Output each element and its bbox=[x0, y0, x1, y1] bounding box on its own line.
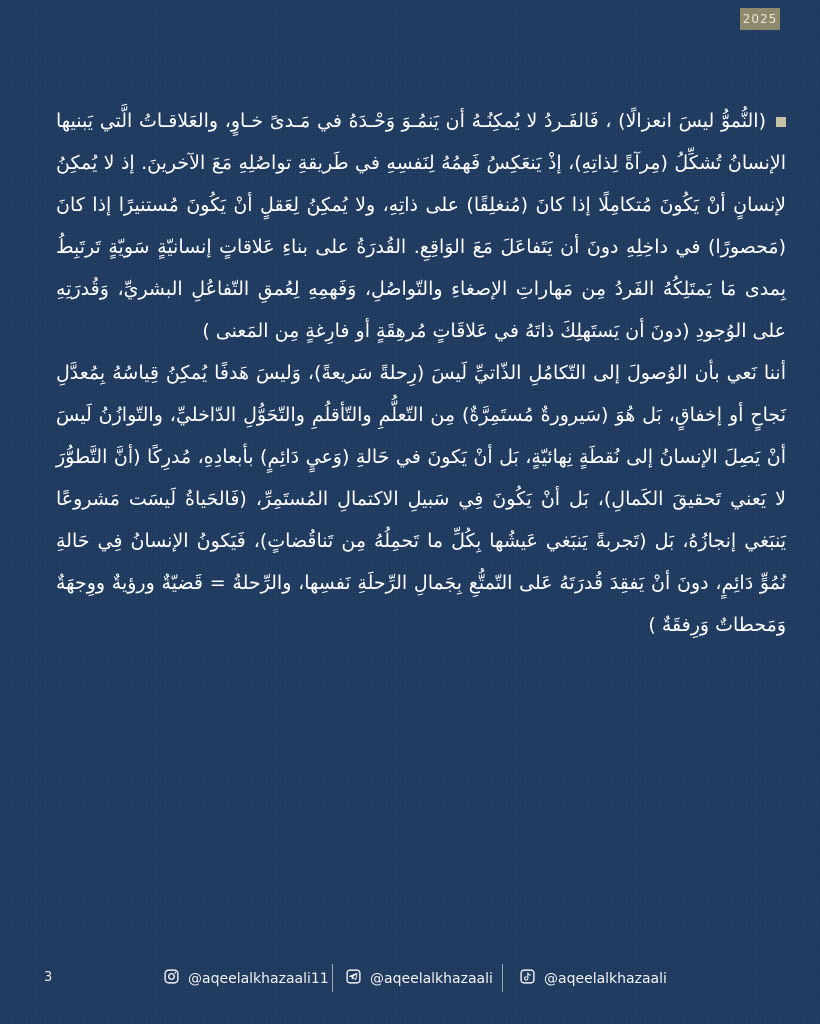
instagram-handle: @aqeelalkhazaali11 bbox=[188, 970, 329, 987]
page-number: 3 bbox=[44, 970, 53, 985]
year-badge: 2025 bbox=[740, 8, 780, 30]
instagram-link[interactable] bbox=[163, 968, 329, 989]
telegram-link[interactable] bbox=[345, 968, 493, 989]
bullet-square-icon bbox=[776, 117, 786, 127]
telegram-icon bbox=[345, 968, 362, 989]
footer bbox=[0, 962, 820, 998]
telegram-handle: @aqeelalkhazaali bbox=[370, 970, 493, 987]
tiktok-icon bbox=[519, 968, 536, 989]
footer-divider bbox=[502, 964, 503, 992]
instagram-icon bbox=[163, 968, 180, 989]
paragraph-1 bbox=[56, 100, 786, 352]
paragraph-1-text: (النُّموُّ ليسَ انعزالًا) ، فَالفَـردُ لا يُمكِنُـهُ أن يَنمُـوَ وَحْـدَهُ في مَـدىً خـاوٍ، والعَلاقـاتُ الَّتي يَبنيها الإنسانُ تُشكِّلُ (مِرآةً لِذاتِهِ)، إذْ يَنعَكِسُ فَهمُهُ لِنَفسِهِ في طَريقةِ تواصُلِهِ مَعَ الآخرينَ. إذ لا يُمكِنُ لإنسانٍ أنْ يَكُونَ مُتكامِلًا إذا كانَ (مُنغلِقًا) على ذاتِهِ، ولا يُمكِنُ لِعَقلٍ أنْ يَكُونَ مُستنيرًا إذا كانَ (مَحصورًا) في داخِلِهِ دونَ أن يَتَفاعَلَ مَعَ الوَاقِعِ. القُدرَةُ على بناءِ عَلاقاتٍ إنسانيّةٍ سَويّةٍ تَرتَبِطُ بِمدى مَا يَمتَلِكُهُ الفَردُ مِن مَهاراتِ الإصغاءِ والتّواصُلِ، وَفَهمِهِ لِعُمقِ التّفاعُلِ البشريِّ، وَقُدرَتِهِ على الوُجودِ (دونَ أن يَستَهلِكَ ذاتَهُ في عَلاقَاتٍ مُرهِقَةٍ أو فارِغةٍ مِن المَعنى ) bbox=[56, 110, 786, 342]
article-body bbox=[56, 100, 786, 646]
paragraph-2: أننا نَعي بأن الوُصولَ إلى التّكامُلِ الذّاتيِّ لَيسَ (رِحلةً سَريعةً)، وَليسَ هَدفًا يُمكِنُ قِياسُهُ بِمُعدَّلِ نَجاحٍ أو إخفاقٍ، بَل هُوَ (سَيرورةٌ مُستَمِرَّةٌ) مِن التّعلُّمِ والتّأقلُمِ والتّحَوُّلِ الدّاخليِّ، والتّوازُنُ لَيسَ أنْ يَصِلَ الإنسانُ إلى نُقطَةٍ نِهائيّةٍ، بَل أنْ يَكونَ في حَالةِ (وَعيٍ دَائِمٍ) بأبعادِهِ، مُدرِكًا (أنَّ التَّطوُّرَ لا يَعني تَحقيقَ الكَمالِ)، بَل أنْ يَكُونَ فِي سَبيلِ الاكتمالِ المُستَمِرِّ، (فَالحَياةُ لَيسَت مَشروعًا يَنبَغي إنجازُهُ، بَل (تَجربةً يَنبَغي عَيشُها بِكُلِّ ما تَحمِلُهُ مِن تَناقُضاتٍ)، فَيَكونُ الإنسانُ فِي حَالةِ نُمُوٍّ دَائِمٍ، دونَ أنْ يَفقِدَ قُدرَتَهُ عَلى التّمتُّعِ بِجَمالِ الرِّحلَةِ نَفسِها، والرِّحلةُ = قَضيّةٌ ورؤيةٌ ووِجهَةٌ وَمَحطاتٌ وَرِفقَةٌ ) bbox=[56, 362, 786, 636]
tiktok-link[interactable] bbox=[519, 968, 667, 989]
footer-divider bbox=[332, 964, 333, 992]
tiktok-handle: @aqeelalkhazaali bbox=[544, 970, 667, 987]
